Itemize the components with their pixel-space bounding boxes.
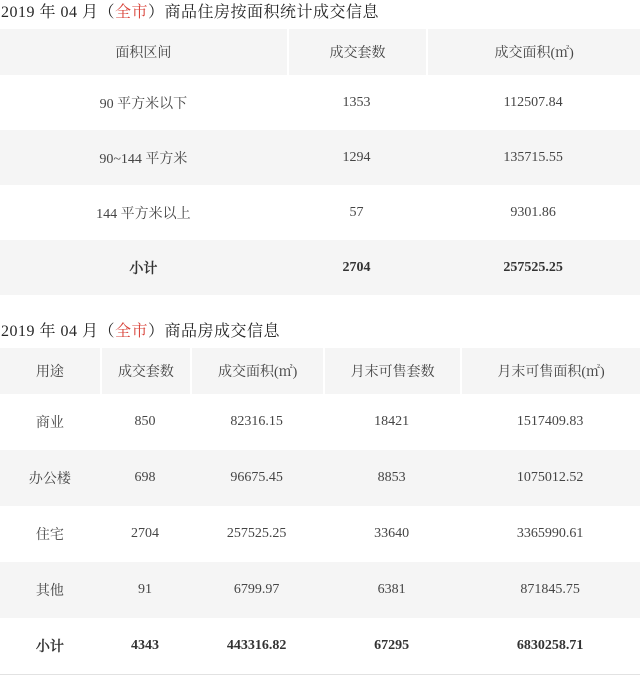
table-cell: 82316.15 (230, 414, 283, 429)
column-header-deal-area: 成交面积(㎡) (190, 348, 323, 394)
table-cell: 91 (100, 562, 190, 618)
table-row (0, 130, 640, 185)
commercial-property-table (0, 348, 640, 675)
column-header-usage: 用途 (0, 348, 100, 394)
column-header-available-count: 月末可售套数 (323, 348, 460, 394)
table-row (0, 562, 640, 618)
table-cell: 850 (134, 414, 156, 429)
table-cell: 33640 (374, 526, 410, 541)
table-cell: 8853 (323, 450, 460, 506)
section-housing-by-area (0, 2, 640, 295)
table-cell: 商业 (35, 416, 64, 431)
column-header-deal-area: 成交面积(㎡) (426, 29, 640, 75)
table-cell: 57 (349, 204, 364, 220)
table-cell: 112507.84 (503, 94, 563, 110)
table-cell: 6381 (323, 562, 460, 618)
table-cell: 其他 (0, 562, 100, 618)
table-cell: 90~144 平方米 (0, 130, 287, 185)
table-row (0, 75, 640, 130)
table-cell: 小计 (0, 618, 100, 675)
table-cell: 办公楼 (0, 450, 100, 506)
column-header-deal-count: 成交套数 (287, 29, 427, 75)
table-cell: 3365990.61 (516, 526, 584, 541)
title-suffix: ）商品房成交信息 (148, 323, 281, 340)
table-cell: 1517409.83 (516, 414, 584, 429)
table-cell: 135715.55 (426, 130, 640, 185)
column-header-area-range: 面积区间 (0, 29, 287, 75)
table-cell: 18421 (374, 414, 410, 429)
title-highlight-citywide: 全市 (115, 4, 149, 21)
table-cell: 2704 (130, 526, 159, 541)
section-commercial-property (0, 321, 640, 675)
table-cell: 257525.25 (226, 526, 287, 541)
header-row (0, 29, 640, 75)
column-header-deal-count: 成交套数 (100, 348, 190, 394)
table-cell: 4343 (100, 618, 190, 675)
table-cell: 67295 (323, 618, 460, 675)
column-header-available-area: 月末可售面积(㎡) (460, 348, 640, 394)
table-cell: 住宅 (35, 528, 64, 543)
title-prefix: 2019 年 04 月（ (1, 4, 116, 21)
table-cell: 96675.45 (190, 450, 323, 506)
table-cell: 1294 (287, 130, 427, 185)
table-cell: 1075012.52 (460, 450, 640, 506)
table-cell: 1353 (342, 94, 371, 110)
table-cell: 2704 (287, 240, 427, 295)
table-cell: 6799.97 (190, 562, 323, 618)
subtotal-row (0, 240, 640, 295)
title-highlight-citywide: 全市 (115, 323, 149, 340)
table-row (0, 185, 640, 240)
table-cell: 257525.25 (426, 240, 640, 295)
table-cell: 小计 (0, 240, 287, 295)
title-prefix: 2019 年 04 月（ (1, 323, 116, 340)
table-cell: 443316.82 (190, 618, 323, 675)
table-cell: 6830258.71 (460, 618, 640, 675)
section-title-housing-by-area (1, 2, 640, 23)
table-row (0, 394, 640, 450)
table-cell: 9301.86 (510, 204, 556, 220)
table-row (0, 450, 640, 506)
subtotal-row (0, 618, 640, 675)
table-cell: 698 (100, 450, 190, 506)
housing-by-area-table (0, 29, 640, 295)
table-cell: 144 平方米以上 (96, 206, 191, 222)
table-cell: 871845.75 (460, 562, 640, 618)
table-row (0, 506, 640, 562)
table-cell: 90 平方米以下 (99, 96, 188, 112)
header-row (0, 348, 640, 394)
title-suffix: ）商品住房按面积统计成交信息 (148, 4, 380, 21)
section-title-commercial-property (1, 321, 640, 342)
